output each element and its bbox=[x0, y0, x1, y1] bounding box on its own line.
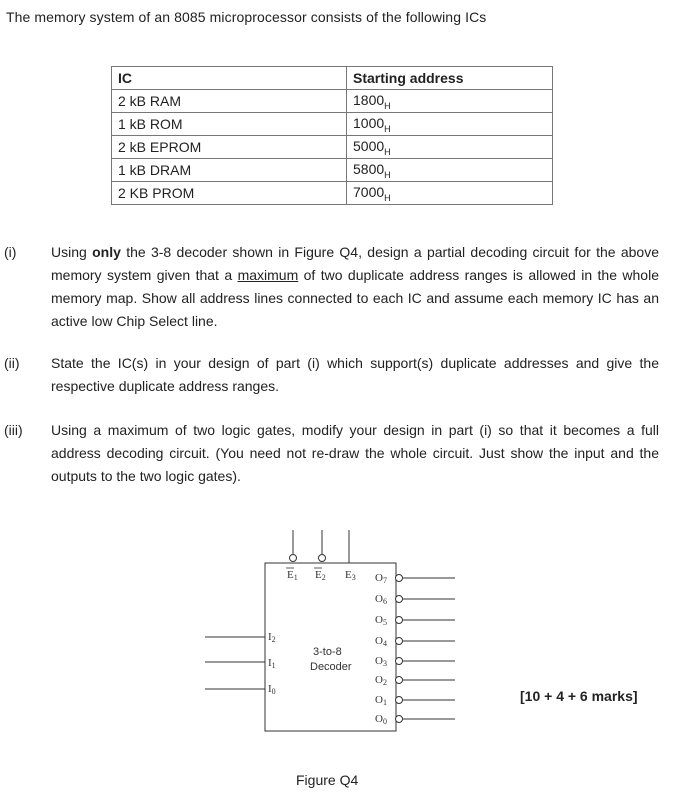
input-label-i1: I1 bbox=[268, 657, 276, 670]
hex-suffix: H bbox=[384, 169, 391, 180]
question-text: State the IC(s) in your design of part (i) which support(s) duplicate addresses and give the respective duplicate address ranges. bbox=[51, 355, 659, 394]
output-bubble bbox=[396, 658, 403, 665]
address-value: 7000 bbox=[353, 183, 385, 200]
output-label: O4 bbox=[375, 635, 387, 648]
enable-bubble-1 bbox=[290, 555, 297, 562]
emphasis-only: only bbox=[92, 244, 121, 260]
figure-caption: Figure Q4 bbox=[296, 772, 359, 788]
intro-text: The memory system of an 8085 microprocessor consists of the following ICs bbox=[6, 9, 487, 25]
ic-name: 2 KB PROM bbox=[112, 182, 347, 205]
hex-suffix: H bbox=[384, 192, 391, 203]
question-text: Using a maximum of two logic gates, modify your design in part (i) so that it becomes a full address decoding circuit. (You need not re-draw the whole circuit. Just show the input and the outputs to the two logic gates). bbox=[51, 422, 659, 484]
question-number: (ii) bbox=[4, 355, 20, 371]
ic-name: 1 kB ROM bbox=[112, 113, 347, 136]
output-o3 bbox=[375, 655, 455, 668]
enable-label-3: E3 bbox=[345, 569, 356, 582]
address-value: 5800 bbox=[353, 160, 385, 177]
enable-label-2: E2 bbox=[315, 569, 326, 582]
ic-name: 1 kB DRAM bbox=[112, 159, 347, 182]
emphasis-maximum: maximum bbox=[237, 267, 299, 283]
enable-label-1: E1 bbox=[287, 569, 298, 582]
output-bubble bbox=[396, 716, 403, 723]
output-o4 bbox=[375, 635, 455, 648]
hex-suffix: H bbox=[384, 100, 391, 111]
input-label-i2: I2 bbox=[268, 631, 276, 644]
decoder-label-line2: Decoder bbox=[310, 661, 352, 673]
input-label-i0: I0 bbox=[268, 683, 276, 696]
output-label: O0 bbox=[375, 713, 387, 726]
output-o6 bbox=[375, 593, 455, 606]
output-label: O6 bbox=[375, 593, 387, 606]
output-o5 bbox=[375, 614, 455, 627]
text-run: Using bbox=[51, 244, 93, 260]
text-run: the 3-8 decoder shown in Figure Q4, design a partial decoding circuit for the above memory system given that a bbox=[51, 244, 659, 283]
question-number: (iii) bbox=[4, 422, 23, 438]
output-label: O2 bbox=[375, 674, 387, 687]
marks-allocation: [10 + 4 + 6 marks] bbox=[520, 688, 638, 704]
output-label: O3 bbox=[375, 655, 387, 668]
header-ic: IC bbox=[112, 67, 347, 90]
output-bubble bbox=[396, 617, 403, 624]
output-o0 bbox=[375, 713, 455, 726]
hex-suffix: H bbox=[384, 146, 391, 157]
output-bubble bbox=[396, 677, 403, 684]
output-label: O1 bbox=[375, 694, 387, 707]
output-o1 bbox=[375, 694, 455, 707]
output-o2 bbox=[375, 674, 455, 687]
output-o7 bbox=[375, 572, 455, 585]
decoder-label-line1: 3-to-8 bbox=[313, 646, 342, 658]
address-value: 5000 bbox=[353, 137, 385, 154]
output-label: O5 bbox=[375, 614, 387, 627]
output-bubble bbox=[396, 697, 403, 704]
address-value: 1800 bbox=[353, 91, 385, 108]
ic-name: 2 kB RAM bbox=[112, 90, 347, 113]
header-starting-address: Starting address bbox=[347, 67, 553, 90]
text-run: of two duplicate address ranges is allowed in the whole memory map. Show all address lines connected to each IC and assume each memory IC has an active low Chip Select line. bbox=[51, 267, 659, 329]
output-bubble bbox=[396, 638, 403, 645]
output-bubble bbox=[396, 596, 403, 603]
enable-bubble-2 bbox=[319, 555, 326, 562]
question-number: (i) bbox=[4, 244, 17, 260]
address-value: 1000 bbox=[353, 114, 385, 131]
ic-name: 2 kB EPROM bbox=[112, 136, 347, 159]
output-label: O7 bbox=[375, 572, 387, 585]
hex-suffix: H bbox=[384, 123, 391, 134]
output-bubble bbox=[396, 575, 403, 582]
